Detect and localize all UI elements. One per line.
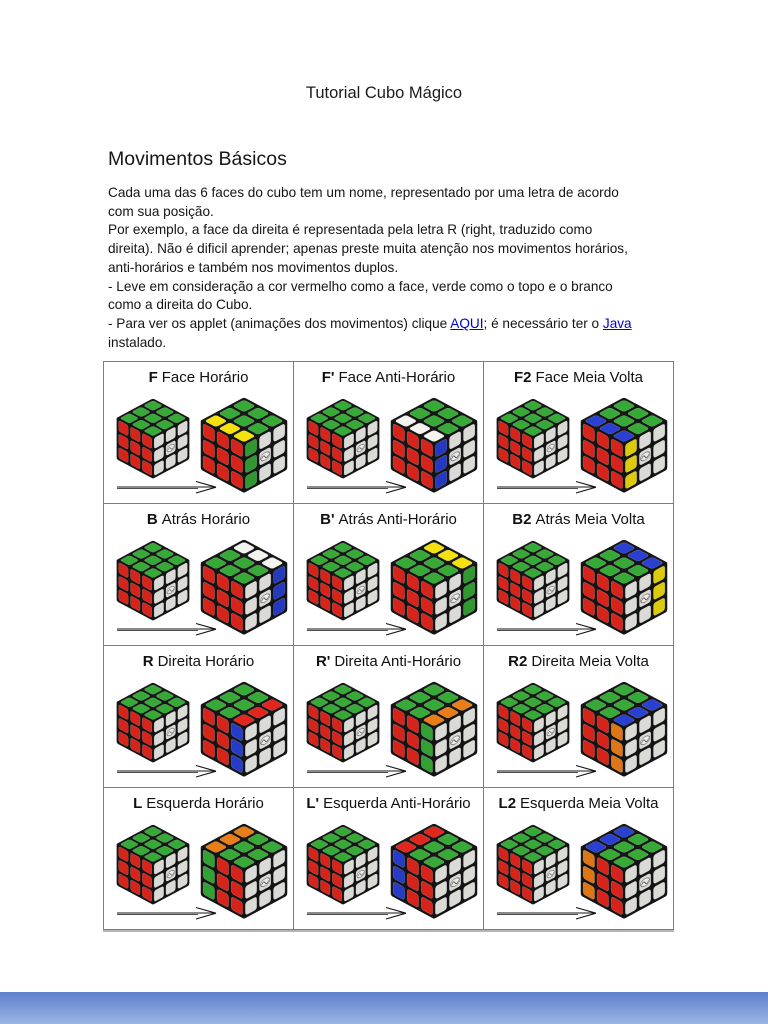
cube-after-image (390, 681, 478, 777)
move-label: Direita Anti-Horário (334, 653, 462, 670)
move-label: Atrás Horário (161, 511, 251, 528)
move-letter: R2 (508, 653, 528, 670)
cube-before-image (306, 824, 380, 905)
table-row (104, 362, 674, 504)
move-figures (484, 396, 673, 502)
move-figures (484, 680, 673, 786)
cube-after-image (390, 539, 478, 635)
move-label: Atrás Anti-Horário (338, 511, 457, 528)
table-row (104, 788, 674, 930)
move-figures (104, 680, 293, 786)
move-figures (484, 538, 673, 644)
move-figures (294, 822, 483, 928)
move-cell (484, 362, 674, 504)
notes-text-2: ; é necessário ter o (483, 315, 603, 331)
move-cell (484, 504, 674, 646)
move-figures (294, 396, 483, 502)
page-title: Tutorial Cubo Mágico (305, 84, 463, 102)
cube-before-image (496, 540, 570, 621)
moves-table (103, 361, 674, 930)
move-figures (294, 680, 483, 786)
cube-after-image (200, 539, 288, 635)
next-page-edge (0, 992, 768, 1024)
java-link[interactable]: Java (602, 315, 632, 331)
move-cell (294, 362, 484, 504)
notes-text-3: instalado. (108, 334, 167, 350)
cube-after-image (200, 397, 288, 493)
move-header (294, 504, 483, 538)
move-header (294, 646, 483, 680)
move-header (104, 362, 293, 396)
cube-after-image (580, 539, 668, 635)
cube-after-image (580, 681, 668, 777)
move-figures (484, 822, 673, 928)
cube-before-image (496, 824, 570, 905)
move-label: Face Horário (161, 369, 249, 386)
move-header (484, 504, 673, 538)
move-label: Direita Horário (157, 653, 255, 670)
cube-before-image (116, 682, 190, 763)
cube-before-image (496, 682, 570, 763)
cube-after-image (390, 397, 478, 493)
move-cell (104, 362, 294, 504)
move-header (104, 504, 293, 538)
move-label: Esquerda Anti-Horário (323, 795, 471, 812)
move-letter: R' (315, 653, 331, 670)
move-letter: L2 (498, 795, 517, 812)
move-header (104, 788, 293, 822)
cube-after-image (580, 823, 668, 919)
move-letter: F (148, 369, 158, 386)
cube-before-image (116, 398, 190, 479)
move-figures (104, 396, 293, 502)
move-letter: L' (306, 795, 320, 812)
table-row (104, 504, 674, 646)
aqui-link[interactable]: AQUI (450, 315, 484, 331)
cube-after-image (580, 397, 668, 493)
move-label: Esquerda Horário (146, 795, 264, 812)
move-header (484, 788, 673, 822)
move-label: Esquerda Meia Volta (520, 795, 659, 812)
move-header (484, 646, 673, 680)
move-label: Face Meia Volta (535, 369, 644, 386)
cube-after-image (200, 681, 288, 777)
move-figures (104, 538, 293, 644)
notes-text-1: - Leve em consideração a cor vermelho como a face, verde como o topo e o branco como a direita do Cubo. - Para ver os applet (animações dos movimentos) clique (108, 278, 613, 331)
move-letter: B (146, 511, 158, 528)
move-header (484, 362, 673, 396)
move-figures (104, 822, 293, 928)
move-label: Atrás Meia Volta (535, 511, 645, 528)
move-cell (294, 788, 484, 930)
move-letter: F' (321, 369, 335, 386)
move-figures (294, 538, 483, 644)
move-letter: R (142, 653, 154, 670)
move-label: Direita Meia Volta (531, 653, 649, 670)
move-cell (104, 646, 294, 788)
move-letter: L (133, 795, 143, 812)
move-cell (104, 788, 294, 930)
section-heading: Movimentos Básicos (108, 148, 287, 170)
move-cell (104, 504, 294, 646)
move-header (104, 646, 293, 680)
cube-before-image (306, 540, 380, 621)
move-cell (484, 646, 674, 788)
move-cell (294, 504, 484, 646)
cube-after-image (200, 823, 288, 919)
cube-before-image (306, 682, 380, 763)
table-row (104, 646, 674, 788)
move-letter: B2 (512, 511, 532, 528)
move-label: Face Anti-Horário (338, 369, 456, 386)
cube-before-image (116, 540, 190, 621)
move-cell (484, 788, 674, 930)
body-text (108, 184, 718, 352)
notes-paragraph (108, 278, 718, 353)
move-header (294, 788, 483, 822)
cube-before-image (496, 398, 570, 479)
cube-after-image (390, 823, 478, 919)
cube-before-image (306, 398, 380, 479)
move-letter: B' (320, 511, 335, 528)
intro-paragraph: Cada uma das 6 faces do cubo tem um nome, representado por uma letra de acordo com sua posição. Por exemplo, a face da direita é representada pela letra R (right, traduzido como direita). Não é dificil aprender; apenas preste muita atenção nos movimentos horários, anti-horários e também nos movimentos duplos. (108, 185, 628, 275)
move-letter: F2 (513, 369, 532, 386)
move-cell (294, 646, 484, 788)
move-header (294, 362, 483, 396)
cube-before-image (116, 824, 190, 905)
